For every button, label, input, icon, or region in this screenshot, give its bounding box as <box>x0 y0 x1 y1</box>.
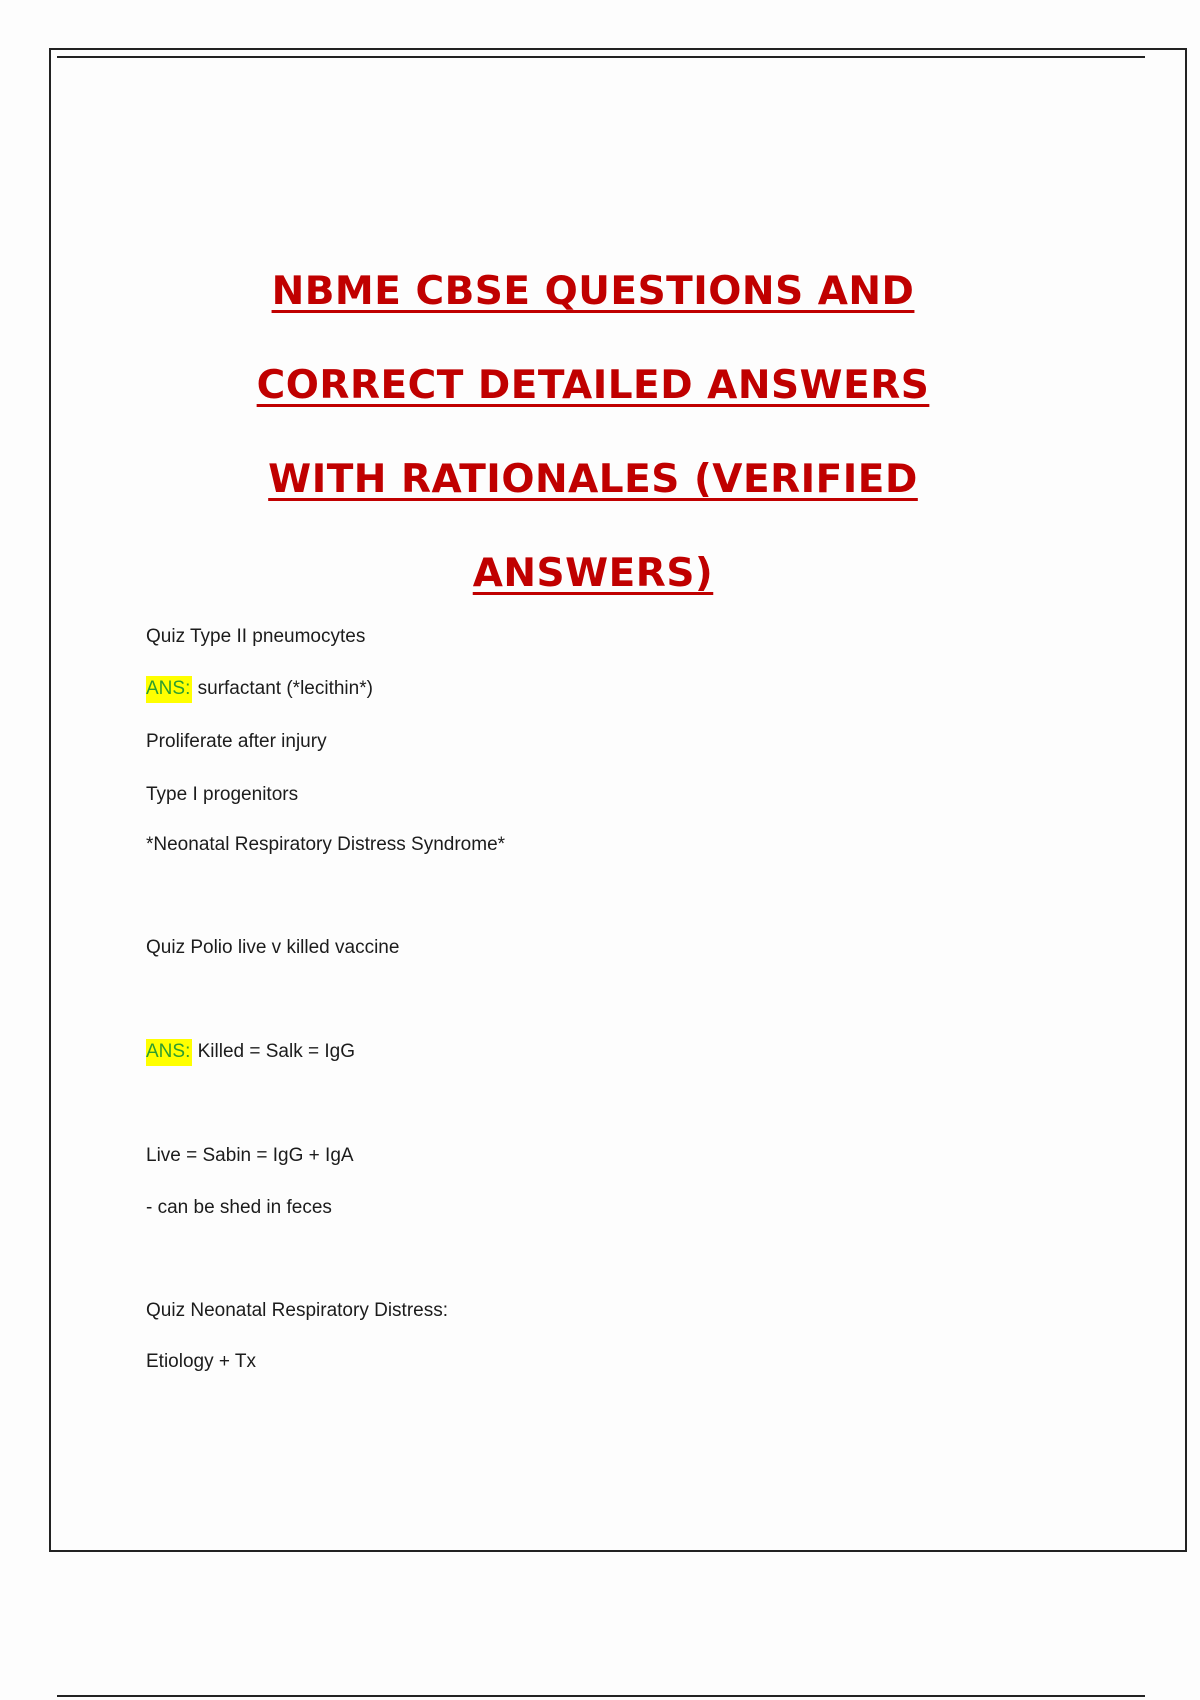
title-line-3: WITH RATIONALES (VERIFIED <box>268 457 918 502</box>
q3-question: Quiz Neonatal Respiratory Distress: <box>146 1300 448 1321</box>
q3-line-2: Etiology + Tx <box>146 1351 257 1372</box>
title-line-1: NBME CBSE QUESTIONS AND <box>271 269 915 314</box>
ans-label: ANS: <box>146 676 192 703</box>
q2-question: Quiz Polio live v killed vaccine <box>146 937 400 958</box>
q2-answer-line <box>146 1041 355 1063</box>
q1-question: Quiz Type II pneumocytes <box>146 626 366 647</box>
title-line-4: ANSWERS) <box>472 551 714 596</box>
q2-line-4: - can be shed in feces <box>146 1197 332 1218</box>
document-title <box>49 245 1137 621</box>
q1-line-4: Type I progenitors <box>146 784 299 805</box>
q2-answer: Killed = Salk = IgG <box>192 1041 356 1062</box>
ans-label: ANS: <box>146 1039 192 1066</box>
q1-answer-line <box>146 678 373 700</box>
bottom-rule <box>57 1695 1145 1697</box>
q2-line-3: Live = Sabin = IgG + IgA <box>146 1145 354 1166</box>
q1-line-3: Proliferate after injury <box>146 731 327 752</box>
q1-answer: surfactant (*lecithin*) <box>192 678 373 699</box>
q1-line-5: *Neonatal Respiratory Distress Syndrome* <box>146 834 506 855</box>
top-rule <box>57 56 1145 58</box>
title-line-2: CORRECT DETAILED ANSWERS <box>256 363 930 408</box>
